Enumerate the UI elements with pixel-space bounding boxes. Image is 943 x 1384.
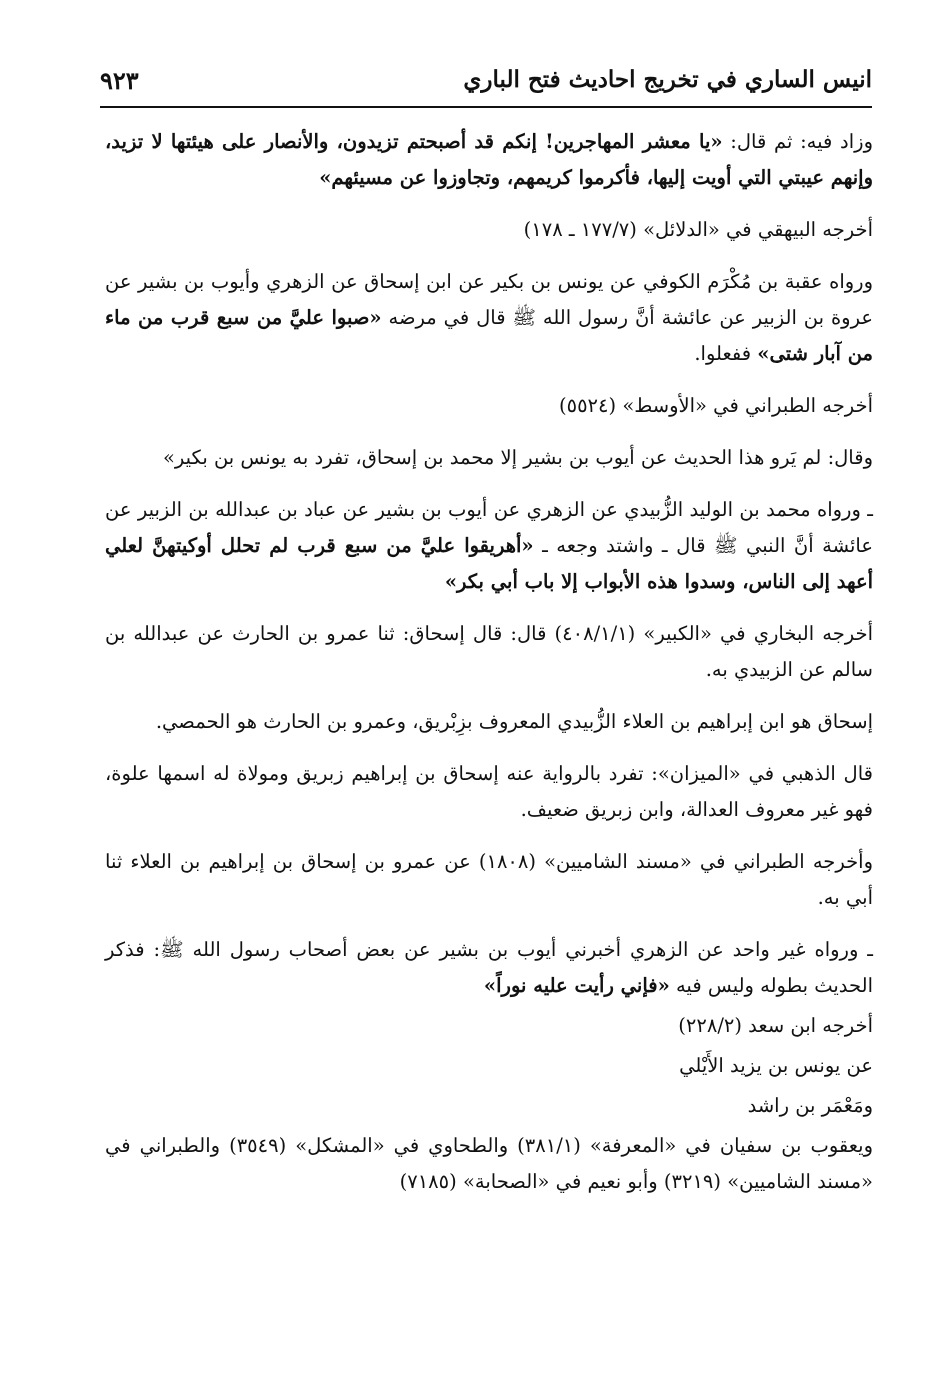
body-text: [105, 124, 873, 1216]
paragraph: أخرجه البيهقي في «الدلائل» (١٧٧/٧ ـ ١٧٨): [523, 218, 873, 241]
paragraph: عن يونس بن يزيد الأَيْلي: [679, 1054, 873, 1077]
running-header: [100, 62, 872, 106]
paragraph: وزاد فيه: ثم قال: «يا معشر المهاجرين! إنكم قد أصبحتم تزيدون، والأنصار على هيئتها لا تزيد، وإنهم عيبتي التي أويت إليها، فأكرموا كريمهم، وتجاوزوا عن مسيئهم»: [105, 130, 873, 189]
paragraph: قال الذهبي في «الميزان»: تفرد بالرواية عنه إسحاق بن إبراهيم زبريق ومولاة له اسمها علوة، فهو غير معروف العدالة، وابن زبريق ضعيف.: [105, 762, 873, 821]
paragraph: ـ ورواه غير واحد عن الزهري أخبرني أيوب بن بشير عن بعض أصحاب رسول الله ﷺ: فذكر الحديث بطوله وليس فيه «فإني رأيت عليه نوراً»: [105, 938, 873, 997]
paragraph: وأخرجه الطبراني في «مسند الشاميين» (١٨٠٨) عن عمرو بن إسحاق بن إبراهيم بن العلاء ثنا أبي به.: [105, 850, 873, 909]
paragraph: إسحاق هو ابن إبراهيم بن العلاء الزُّبيدي المعروف بزِبْريق، وعمرو بن الحارث هو الحمصي.: [155, 710, 873, 733]
paragraph: ورواه عقبة بن مُكْرَم الكوفي عن يونس بن بكير عن ابن إسحاق عن الزهري وأيوب بن بشير عن عروة بن الزبير عن عائشة أنَّ رسول الله ﷺ قال في مرضه «صبوا عليَّ من سبع قرب من ماء من آبار شتى» ففعلوا.: [105, 270, 873, 365]
paragraph: أخرجه الطبراني في «الأوسط» (٥٥٢٤): [559, 394, 873, 417]
paragraph: ـ ورواه محمد بن الوليد الزُّبيدي عن الزهري عن أيوب بن بشير عن عباد بن عبدالله بن الزبير عن عائشة أنَّ النبي ﷺ قال ـ واشتد وجعه ـ «أهريقوا عليَّ من سبع قرب لم تحلل أوكيتهنَّ لعلي أعهد إلى الناس، وسدوا هذه الأبواب إلا باب أبي بكر»: [105, 498, 873, 593]
paragraph: وقال: لم يَرو هذا الحديث عن أيوب بن بشير إلا محمد بن إسحاق، تفرد به يونس بن بكير»: [162, 446, 873, 469]
running-title: انيس الساري في تخريج احاديث فتح الباري: [463, 66, 872, 93]
paragraph: أخرجه ابن سعد (٢٢٨/٢): [678, 1014, 873, 1037]
header-divider: [100, 106, 872, 108]
paragraph: ومَعْمَر بن راشد: [747, 1094, 873, 1117]
paragraph: أخرجه البخاري في «الكبير» (٤٠٨/١/١) قال: قال إسحاق: ثنا عمرو بن الحارث عن عبدالله بن سالم عن الزبيدي به.: [105, 622, 873, 681]
page-number: ٩٢٣: [100, 66, 139, 95]
paragraph: ويعقوب بن سفيان في «المعرفة» (٣٨١/١) والطحاوي في «المشكل» (٣٥٤٩) والطبراني في «مسند الشاميين» (٣٢١٩) وأبو نعيم في «الصحابة» (٧١٨٥): [105, 1134, 874, 1193]
